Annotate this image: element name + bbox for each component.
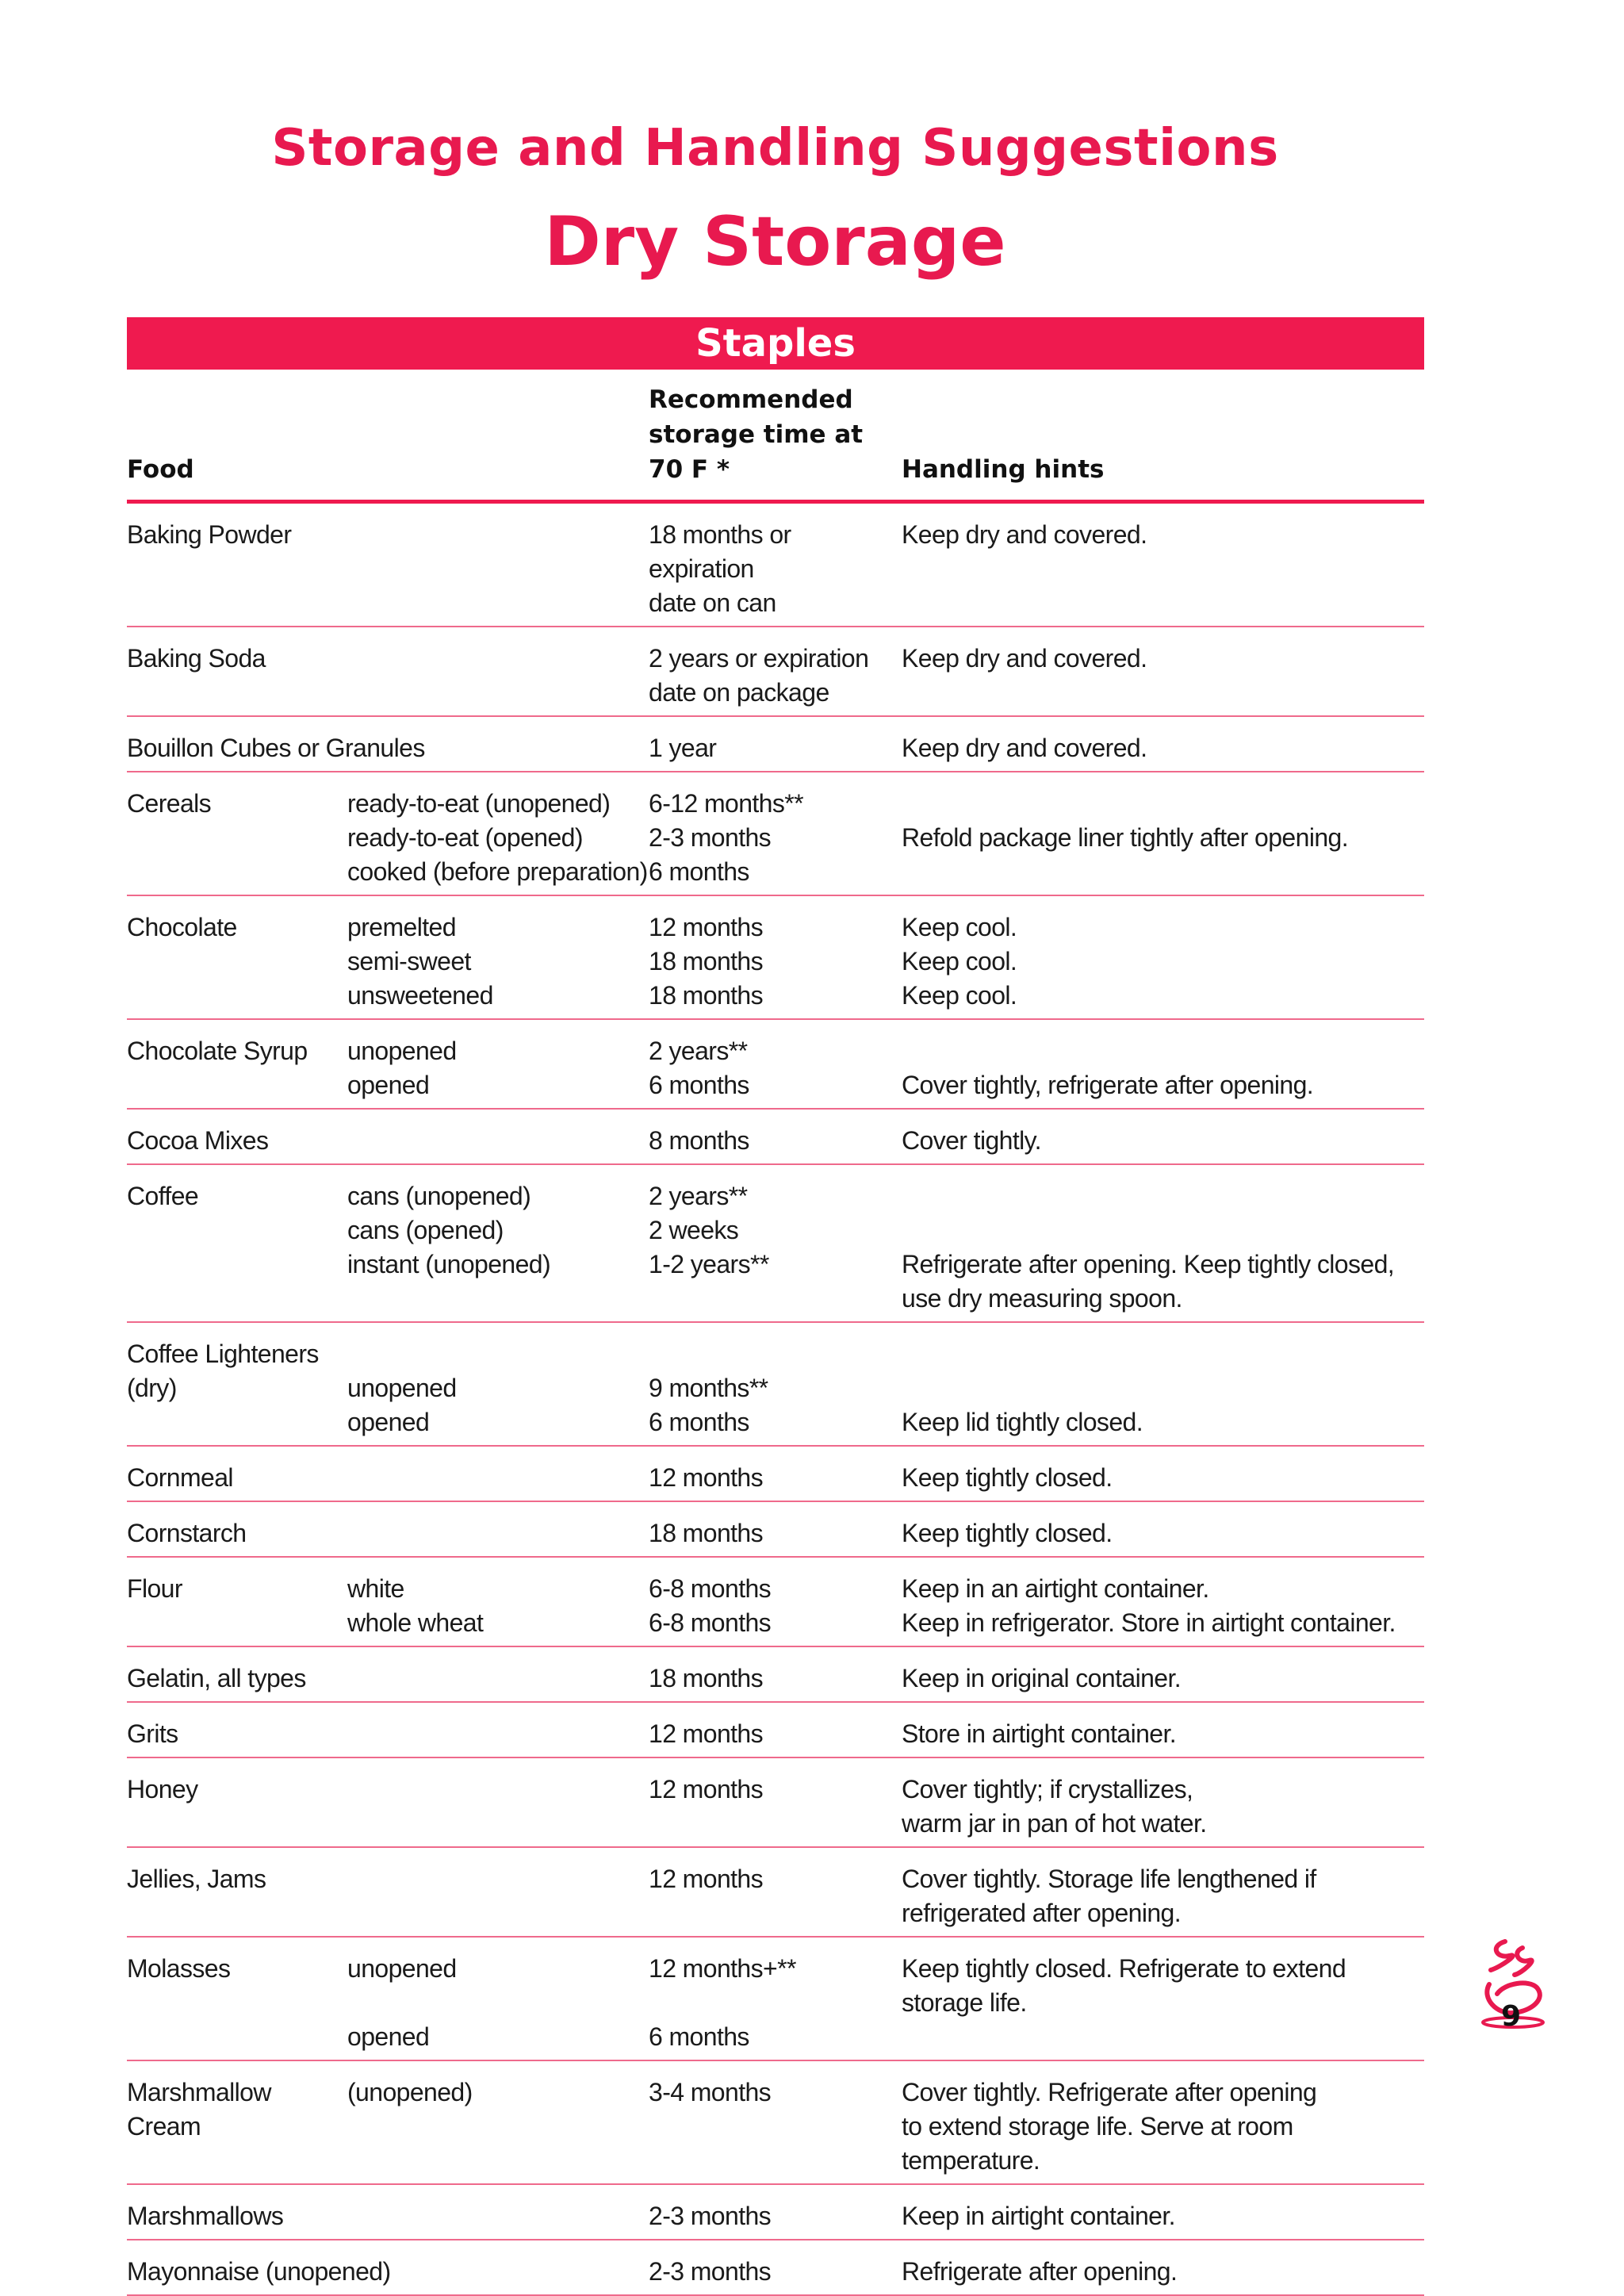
table-row-line <box>127 910 1424 945</box>
food-cell: Honey <box>127 1775 198 1803</box>
storage-time-cell: 6 months <box>649 1408 749 1436</box>
handling-hint-cell <box>902 676 1424 710</box>
type-cell <box>347 1807 649 1841</box>
handling-hint-cell: Store in airtight container. <box>902 1719 1177 1748</box>
food-cell <box>127 1807 347 1841</box>
table-row-line <box>127 1862 1424 1896</box>
handling-hint-cell: Cover tightly. Refrigerate after opening <box>902 2078 1317 2106</box>
type-cell: unsweetened <box>347 981 493 1010</box>
food-cell: Bouillon Cubes or Granules <box>127 734 425 762</box>
handling-hint-cell <box>902 2020 1424 2054</box>
type-cell <box>347 1124 649 1158</box>
type-cell <box>347 2110 649 2178</box>
handling-hint-cell: Keep in original container. <box>902 1664 1182 1692</box>
handling-hint-cell: Keep in airtight container. <box>902 2202 1175 2230</box>
handling-hint-cell: Keep tightly closed. <box>902 1463 1113 1492</box>
type-cell <box>347 1662 649 1696</box>
table-row-line <box>127 1124 1424 1158</box>
handling-hint-cell: Cover tightly; if crystallizes, <box>902 1775 1193 1803</box>
table-row-line <box>127 2199 1424 2233</box>
storage-time-cell: 6-12 months** <box>649 789 803 818</box>
table-row <box>127 717 1424 772</box>
storage-time-cell: 2-3 months <box>649 823 772 852</box>
handling-hint-cell: Keep tightly closed. Refrigerate to extend <box>902 1954 1346 1983</box>
type-cell <box>347 586 649 620</box>
type-cell <box>347 1337 649 1371</box>
food-cell: Molasses <box>127 1954 231 1983</box>
type-cell <box>347 1516 649 1550</box>
food-cell <box>127 1282 347 1316</box>
handling-hint-cell: Keep cool. <box>902 913 1017 941</box>
type-cell <box>347 1862 649 1896</box>
table-row-line <box>127 1896 1424 1930</box>
handling-hint-cell: Refrigerate after opening. <box>902 2257 1178 2286</box>
type-cell <box>347 642 649 676</box>
storage-time-cell: 12 months <box>649 1775 764 1803</box>
storage-time-cell: 1 year <box>649 734 717 762</box>
storage-time-cell: 12 months <box>649 1719 764 1748</box>
food-cell: (dry) <box>127 1374 177 1402</box>
table-row <box>127 1647 1424 1703</box>
table-row-line <box>127 1034 1424 1068</box>
storage-time-cell: 2 years** <box>649 1037 748 1065</box>
handling-hint-cell: refrigerated after opening. <box>902 1899 1182 1927</box>
table-row-line <box>127 1773 1424 1807</box>
food-cell: Cornmeal <box>127 1463 233 1492</box>
table-row-line <box>127 1807 1424 1841</box>
table-row <box>127 1848 1424 1938</box>
table-row-line <box>127 731 1424 765</box>
type-cell: (unopened) <box>347 2078 473 2106</box>
type-cell <box>347 2199 649 2233</box>
column-header-storage-time <box>649 382 910 487</box>
table-row-line <box>127 1952 1424 1986</box>
table-row <box>127 1110 1424 1165</box>
column-header-food: Food <box>127 455 194 484</box>
table-row-line <box>127 2255 1424 2289</box>
handling-hint-cell <box>902 1213 1424 1248</box>
table-row <box>127 1502 1424 1558</box>
food-cell <box>127 855 347 889</box>
handling-hint-cell <box>902 1179 1424 1213</box>
storage-time-cell: 2 years** <box>649 1182 748 1210</box>
food-cell <box>127 979 347 1013</box>
table-row-line <box>127 2076 1424 2110</box>
food-cell <box>127 1213 347 1248</box>
food-cell: Marshmallows <box>127 2202 284 2230</box>
table-row-line <box>127 1461 1424 1495</box>
table-row <box>127 1558 1424 1647</box>
column-header-storage-time-line3: 70 F * <box>649 455 730 484</box>
table-row-line <box>127 1248 1424 1282</box>
handling-hint-cell: Keep dry and covered. <box>902 520 1147 549</box>
handling-hint-cell <box>902 586 1424 620</box>
type-cell <box>347 1986 649 2020</box>
type-cell: opened <box>347 1071 430 1099</box>
type-cell: unopened <box>347 1374 457 1402</box>
storage-time-cell: 2 years or expiration <box>649 644 869 673</box>
column-header-storage-time-line2: storage time at <box>649 420 864 449</box>
handling-hint-cell: Keep dry and covered. <box>902 644 1147 673</box>
food-cell: Gelatin, all types <box>127 1664 306 1692</box>
table-row <box>127 896 1424 1020</box>
type-cell: cans (opened) <box>347 1216 504 1244</box>
food-cell <box>127 1068 347 1102</box>
storage-time-cell <box>649 1337 902 1371</box>
staples-table <box>127 504 1424 2296</box>
table-row-line <box>127 1717 1424 1751</box>
table-row-line <box>127 518 1424 586</box>
storage-time-cell: 12 months+** <box>649 1954 796 1983</box>
table-row <box>127 1758 1424 1848</box>
table-row <box>127 1020 1424 1110</box>
handling-hint-cell: Refrigerate after opening. Keep tightly closed, <box>902 1250 1395 1278</box>
table-row-line <box>127 1405 1424 1439</box>
storage-time-cell: 6 months <box>649 857 749 886</box>
handling-hint-cell: Keep cool. <box>902 947 1017 976</box>
type-cell: unopened <box>347 1037 457 1065</box>
column-header-storage-time-line1: Recommended <box>649 385 853 414</box>
food-cell <box>127 1606 347 1640</box>
table-row <box>127 1323 1424 1447</box>
type-cell: cooked (before preparation) <box>347 857 648 886</box>
storage-time-cell: 2-3 months <box>649 2257 772 2286</box>
table-row-line <box>127 642 1424 676</box>
handling-hint-cell: warm jar in pan of hot water. <box>902 1809 1207 1838</box>
type-cell <box>347 1896 649 1930</box>
column-header-handling-hints: Handling hints <box>902 455 1105 484</box>
page-number: 9 <box>1501 2000 1522 2033</box>
table-row <box>127 2185 1424 2240</box>
handling-hint-cell: Keep dry and covered. <box>902 734 1147 762</box>
storage-time-cell: 18 months <box>649 1519 764 1547</box>
table-row-line <box>127 586 1424 620</box>
type-cell <box>347 1773 649 1807</box>
storage-time-cell: 18 months <box>649 981 764 1010</box>
food-cell: Chocolate <box>127 913 237 941</box>
table-row-line <box>127 1516 1424 1550</box>
food-cell <box>127 1405 347 1439</box>
handling-hint-cell: to extend storage life. Serve at room temperature. <box>902 2112 1293 2175</box>
food-cell: Cocoa Mixes <box>127 1126 269 1155</box>
handling-hint-cell: storage life. <box>902 1988 1027 2017</box>
food-cell: Cream <box>127 2112 201 2141</box>
food-cell <box>127 821 347 855</box>
food-cell: Baking Powder <box>127 520 292 549</box>
storage-time-cell: 6-8 months <box>649 1608 772 1637</box>
food-cell: Cornstarch <box>127 1519 247 1547</box>
food-cell: Mayonnaise (unopened) <box>127 2257 391 2286</box>
table-row-line <box>127 1986 1424 2020</box>
table-row-line <box>127 2110 1424 2178</box>
food-cell: Coffee <box>127 1182 199 1210</box>
table-row-line <box>127 1213 1424 1248</box>
storage-time-cell: 1-2 years** <box>649 1250 769 1278</box>
type-cell: unopened <box>347 1954 457 1983</box>
storage-time-cell: 12 months <box>649 913 764 941</box>
handling-hint-cell <box>902 1034 1424 1068</box>
handling-hint-cell: Cover tightly. Storage life lengthened if <box>902 1865 1316 1893</box>
food-cell: Jellies, Jams <box>127 1865 266 1893</box>
type-cell: white <box>347 1574 404 1603</box>
table-row <box>127 1703 1424 1758</box>
page-subtitle: Dry Storage <box>544 202 1006 282</box>
table-row-line <box>127 979 1424 1013</box>
storage-time-cell: 6 months <box>649 1071 749 1099</box>
type-cell: premelted <box>347 913 456 941</box>
storage-time-cell <box>649 1282 902 1316</box>
food-cell: Coffee Lighteners <box>127 1340 319 1368</box>
table-row <box>127 1165 1424 1323</box>
type-cell: cans (unopened) <box>347 1182 531 1210</box>
handling-hint-cell: Cover tightly. <box>902 1126 1041 1155</box>
handling-hint-cell: Keep cool. <box>902 981 1017 1010</box>
table-row-line <box>127 676 1424 710</box>
table-row-line <box>127 1606 1424 1640</box>
type-cell <box>347 676 649 710</box>
table-row-line <box>127 1337 1424 1371</box>
food-cell <box>127 2020 347 2054</box>
storage-time-cell: 18 months or expiration <box>649 520 791 583</box>
type-cell <box>347 518 649 586</box>
table-row-line <box>127 1371 1424 1405</box>
storage-time-cell <box>649 1807 902 1841</box>
handling-hint-cell: Keep in an airtight container. <box>902 1574 1209 1603</box>
type-cell <box>347 1282 649 1316</box>
food-cell <box>127 586 347 620</box>
table-row-line <box>127 787 1424 821</box>
table-row <box>127 1447 1424 1502</box>
storage-time-cell: 18 months <box>649 1664 764 1692</box>
table-row-line <box>127 1179 1424 1213</box>
table-row-line <box>127 1282 1424 1316</box>
handling-hint-cell: Cover tightly, refrigerate after opening. <box>902 1071 1314 1099</box>
handling-hint-cell: Keep in refrigerator. Store in airtight container. <box>902 1608 1396 1637</box>
type-cell <box>347 1461 649 1495</box>
handling-hint-cell <box>902 1337 1424 1371</box>
storage-time-cell: 9 months** <box>649 1374 768 1402</box>
page-title: Storage and Handling Suggestions <box>271 119 1279 178</box>
section-header-staples: Staples <box>127 317 1424 370</box>
handling-hint-cell: Keep tightly closed. <box>902 1519 1113 1547</box>
type-cell: semi-sweet <box>347 947 471 976</box>
table-row <box>127 772 1424 896</box>
storage-time-cell: 18 months <box>649 947 764 976</box>
table-row <box>127 2240 1424 2296</box>
food-cell <box>127 945 347 979</box>
table-row <box>127 2061 1424 2185</box>
table-row-line <box>127 821 1424 855</box>
table-row-line <box>127 1572 1424 1606</box>
food-cell <box>127 1248 347 1282</box>
table-row <box>127 504 1424 627</box>
type-cell: instant (unopened) <box>347 1250 551 1278</box>
table-row <box>127 627 1424 717</box>
storage-time-cell: date on can <box>649 588 776 617</box>
food-cell: Baking Soda <box>127 644 266 673</box>
handling-hint-cell: Keep lid tightly closed. <box>902 1408 1143 1436</box>
type-cell <box>347 2255 649 2289</box>
handling-hint-cell: Refold package liner tightly after opening. <box>902 823 1349 852</box>
type-cell: ready-to-eat (opened) <box>347 823 583 852</box>
food-cell: Cereals <box>127 789 212 818</box>
table-row-line <box>127 1662 1424 1696</box>
table-row-line <box>127 945 1424 979</box>
storage-time-cell <box>649 1986 902 2020</box>
type-cell: ready-to-eat (unopened) <box>347 789 611 818</box>
food-cell: Marshmallow <box>127 2078 271 2106</box>
storage-time-cell: 2 weeks <box>649 1216 739 1244</box>
food-cell: Flour <box>127 1574 182 1603</box>
handling-hint-cell <box>902 855 1424 889</box>
handling-hint-cell <box>902 787 1424 821</box>
storage-time-cell <box>649 2110 902 2178</box>
table-row-line <box>127 2020 1424 2054</box>
type-cell: opened <box>347 1408 430 1436</box>
handling-hint-cell <box>902 1371 1424 1405</box>
storage-time-cell: 12 months <box>649 1865 764 1893</box>
type-cell <box>347 1717 649 1751</box>
storage-time-cell: date on package <box>649 678 829 707</box>
table-row-line <box>127 1068 1424 1102</box>
handling-hint-cell: use dry measuring spoon. <box>902 1284 1182 1313</box>
food-cell: Chocolate Syrup <box>127 1037 308 1065</box>
food-cell: Grits <box>127 1719 178 1748</box>
type-cell <box>347 731 649 765</box>
storage-time-cell <box>649 1896 902 1930</box>
food-cell <box>127 1986 347 2020</box>
table-row-line <box>127 855 1424 889</box>
table-row <box>127 1938 1424 2061</box>
storage-time-cell: 8 months <box>649 1126 749 1155</box>
storage-time-cell: 3-4 months <box>649 2078 772 2106</box>
food-cell <box>127 676 347 710</box>
type-cell: opened <box>347 2022 430 2051</box>
storage-time-cell: 6 months <box>649 2022 749 2051</box>
type-cell: whole wheat <box>347 1608 484 1637</box>
storage-time-cell: 6-8 months <box>649 1574 772 1603</box>
food-cell <box>127 1896 347 1930</box>
storage-time-cell: 2-3 months <box>649 2202 772 2230</box>
storage-time-cell: 12 months <box>649 1463 764 1492</box>
